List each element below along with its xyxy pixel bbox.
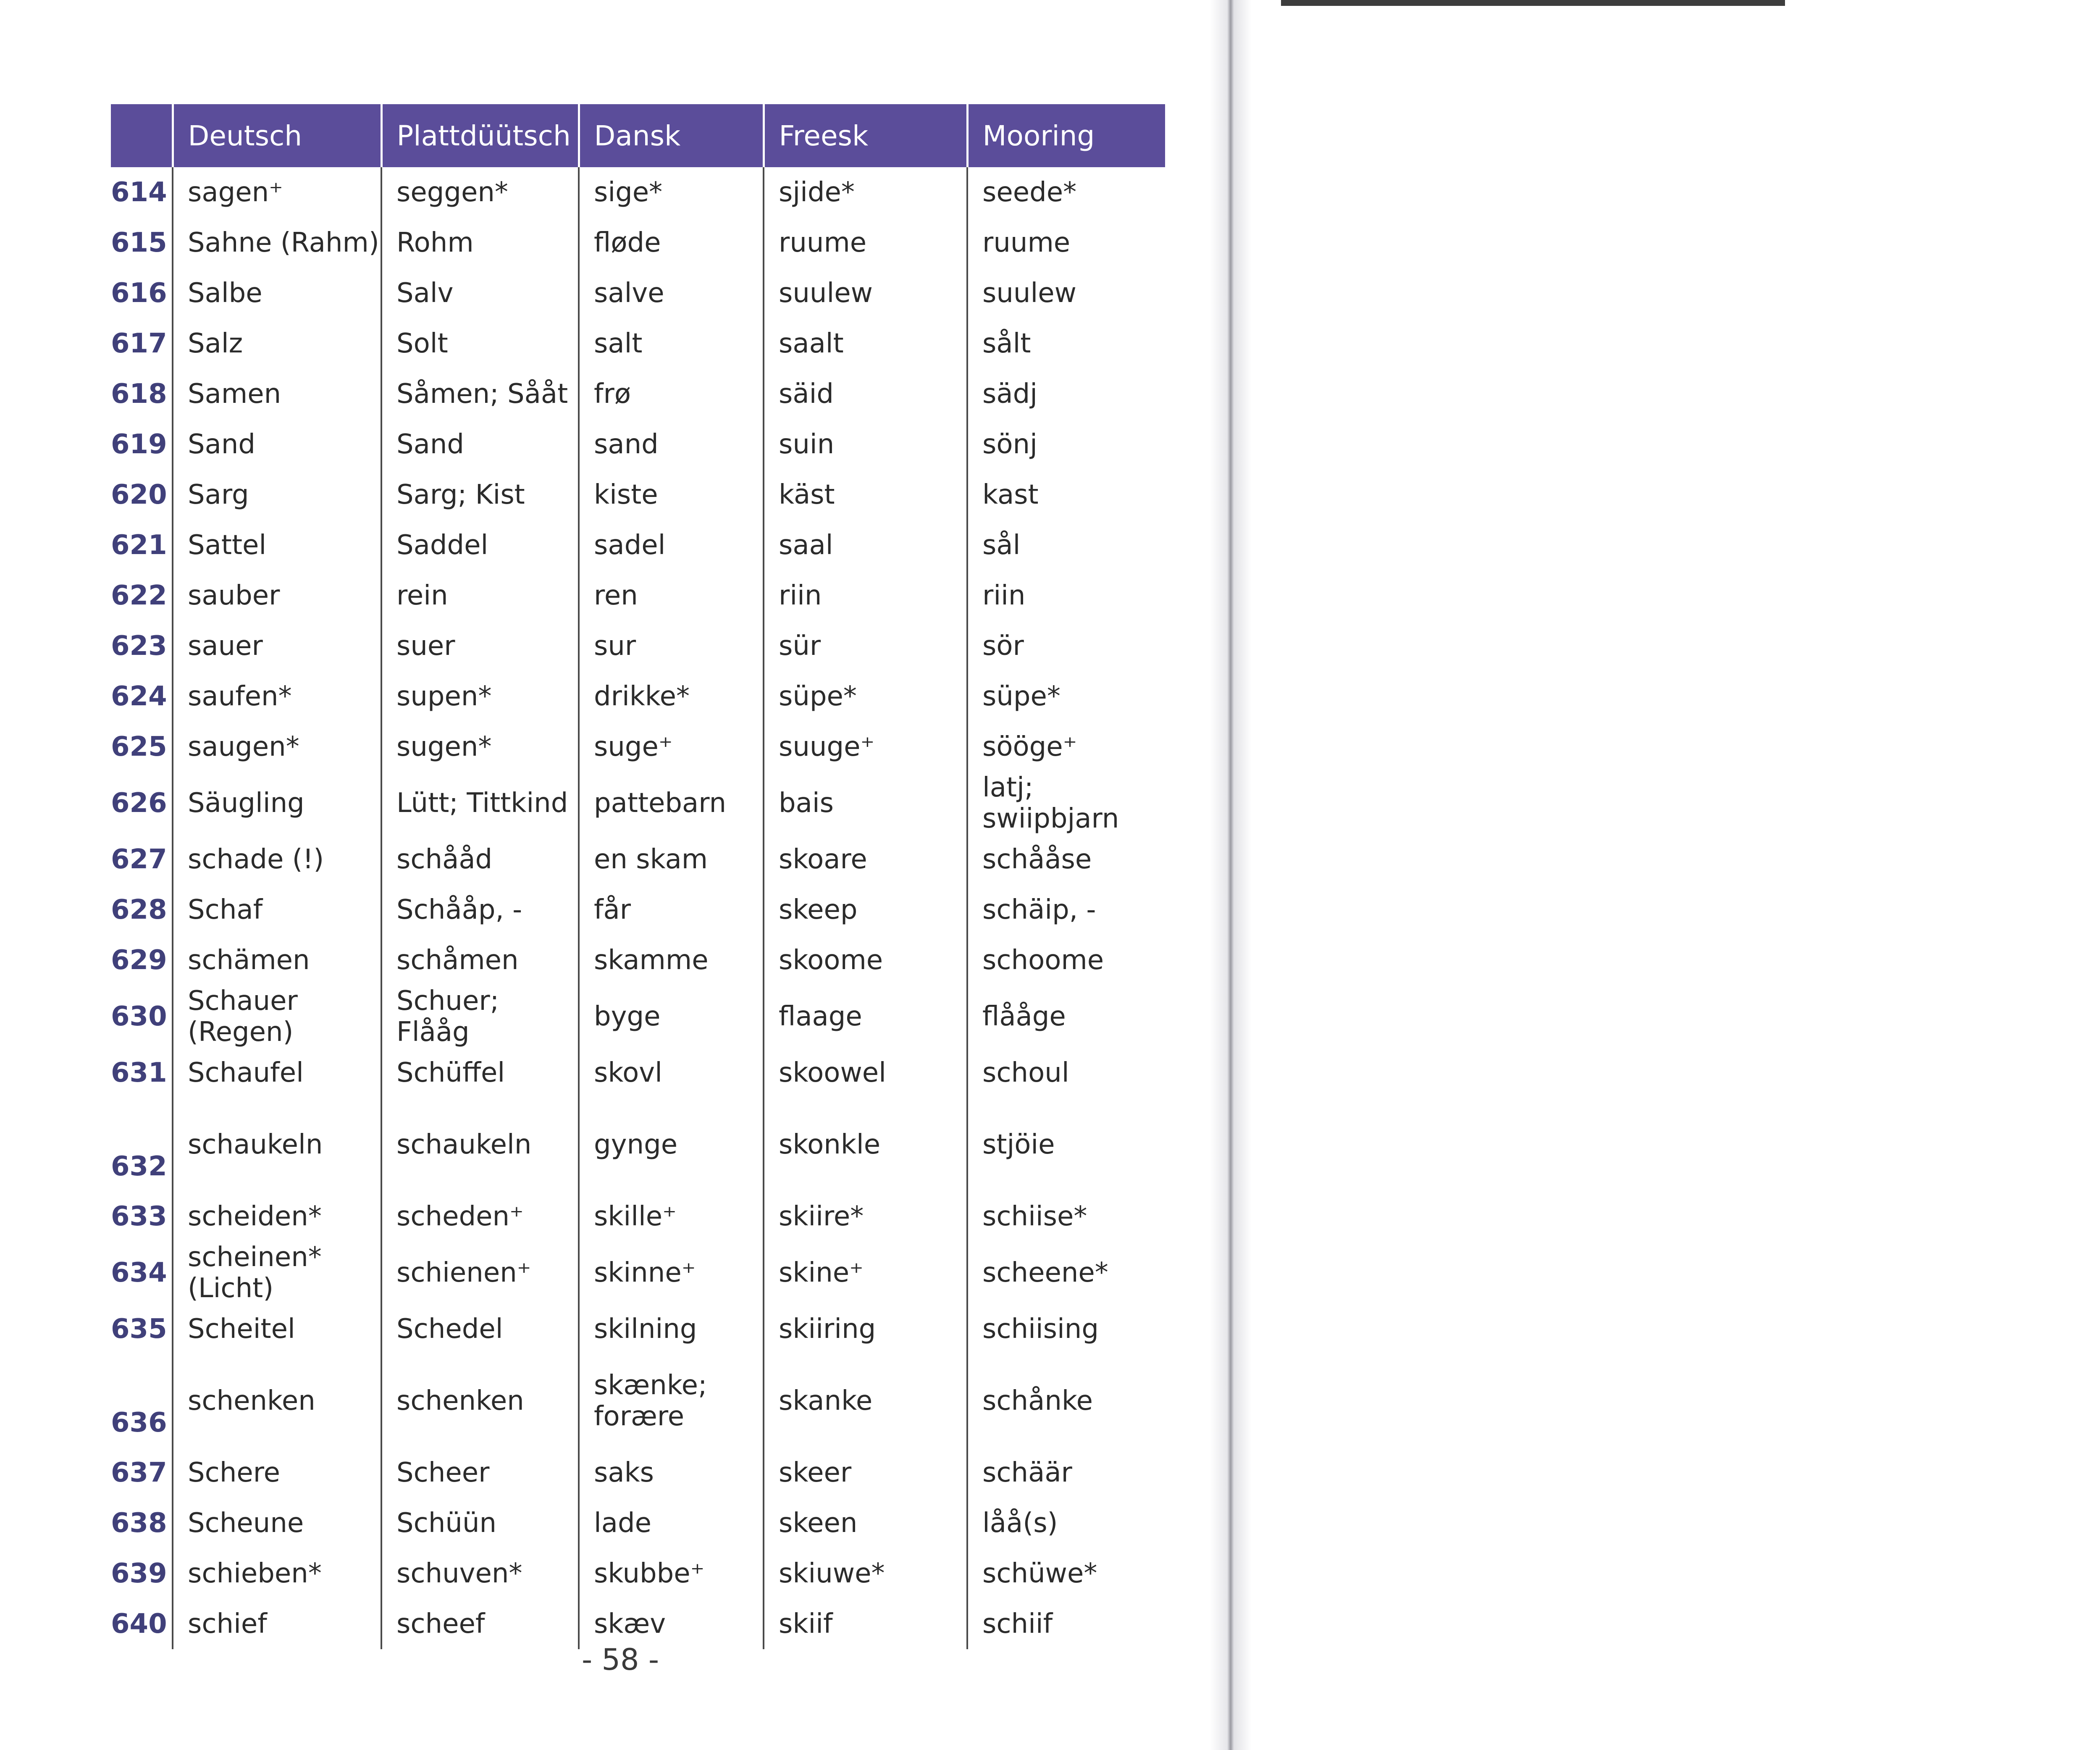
book-gutter [1210,0,1252,1750]
cell-mooring: süpe* [967,671,1165,722]
cell-freesk: skiire* [764,1191,967,1242]
cell-deutsch: sauer [173,621,381,671]
table-row [111,1191,1165,1242]
table-row [111,621,1165,671]
cell-plattduutsch: schienen⁺ [381,1242,579,1304]
cell-deutsch: Sarg [173,470,381,520]
cell-plattduutsch: supen* [381,671,579,722]
cell-freesk: skiuwe* [764,1548,967,1599]
cell-dansk: byge [579,985,764,1048]
cell-mooring: latj; swiipbjarn [967,772,1165,834]
cell-plattduutsch: suer [381,621,579,671]
cell-dansk: skænke; forære [579,1354,764,1448]
cell-freesk: skine⁺ [764,1242,967,1304]
cell-plattduutsch: schuven* [381,1548,579,1599]
cell-mooring: seede* [967,167,1165,218]
cell-freesk: flaage [764,985,967,1048]
row-number: 632 [111,1151,167,1182]
cell-dansk: pattebarn [579,772,764,834]
cell-dansk: salve [579,268,764,318]
header-dansk: Dansk [579,104,764,167]
cell-mooring: sööge⁺ [967,722,1165,772]
row-number: 630 [111,1001,167,1032]
cell-mooring: scheene* [967,1242,1165,1304]
row-number: 620 [111,479,167,510]
cell-freesk: skanke [764,1354,967,1448]
cell-dansk: skilning [579,1304,764,1354]
row-number: 638 [111,1508,167,1539]
row-number: 615 [111,227,167,258]
cell-mooring: schoul [967,1048,1165,1098]
cell-mooring: schånke [967,1354,1165,1448]
table-row [111,1242,1165,1304]
cell-plattduutsch: Rohm [381,218,579,268]
cell-deutsch: sauber [173,570,381,621]
cell-plattduutsch: Schedel [381,1304,579,1354]
cell-deutsch: schenken [173,1354,381,1448]
cell-mooring: suulew [967,268,1165,318]
cell-deutsch: Schere [173,1448,381,1498]
cell-freesk: sjide* [764,167,967,218]
header-mooring: Mooring [967,104,1165,167]
cell-dansk: drikke* [579,671,764,722]
cell-plattduutsch: schåmen [381,935,579,985]
table-row [111,1498,1165,1548]
cell-mooring: schååse [967,834,1165,885]
table-row [111,167,1165,218]
cell-mooring: schiise* [967,1191,1165,1242]
cell-plattduutsch: seggen* [381,167,579,218]
cell-dansk: fløde [579,218,764,268]
row-number: 627 [111,844,167,875]
cell-mooring: schoome [967,935,1165,985]
row-number: 633 [111,1201,167,1232]
table-row [111,671,1165,722]
cell-deutsch: Sahne (Rahm) [173,218,381,268]
cell-freesk: skeer [764,1448,967,1498]
cell-deutsch: Schaufel [173,1048,381,1098]
cell-plattduutsch: Schååp, - [381,885,579,935]
cell-mooring: kast [967,470,1165,520]
row-number: 624 [111,681,167,712]
row-number: 618 [111,378,167,410]
row-number: 621 [111,530,167,561]
cell-dansk: skovl [579,1048,764,1098]
row-number: 637 [111,1457,167,1488]
cell-dansk: skubbe⁺ [579,1548,764,1599]
row-number: 619 [111,429,167,460]
cell-dansk: sadel [579,520,764,570]
cell-freesk: skeep [764,885,967,935]
cell-dansk: lade [579,1498,764,1548]
cell-mooring: sör [967,621,1165,671]
row-number: 614 [111,177,167,208]
table-row [111,369,1165,419]
cell-plattduutsch: Saddel [381,520,579,570]
row-number: 634 [111,1257,167,1288]
table-row [111,1354,1165,1448]
cell-deutsch: Sattel [173,520,381,570]
cell-mooring: flååge [967,985,1165,1048]
cell-mooring: schäip, - [967,885,1165,935]
cell-dansk: får [579,885,764,935]
cell-deutsch: scheinen* (Licht) [173,1242,381,1304]
cell-plattduutsch: schååd [381,834,579,885]
cell-freesk: skiif [764,1599,967,1649]
table-row [111,1048,1165,1098]
cell-dansk: sand [579,419,764,470]
cell-plattduutsch: sugen* [381,722,579,772]
table-row [111,772,1165,834]
table-row [111,722,1165,772]
cell-deutsch: scheiden* [173,1191,381,1242]
table-row [111,885,1165,935]
table-row [111,985,1165,1048]
cell-dansk: saks [579,1448,764,1498]
page-number-left: - 58 - [582,1642,659,1677]
cell-freesk: skeen [764,1498,967,1548]
cell-freesk: saal [764,520,967,570]
cell-deutsch: Scheitel [173,1304,381,1354]
cell-freesk: riin [764,570,967,621]
cell-plattduutsch: Schüün [381,1498,579,1548]
cell-deutsch: saufen* [173,671,381,722]
row-number: 640 [111,1608,167,1640]
table-row [111,268,1165,318]
cell-plattduutsch: scheden⁺ [381,1191,579,1242]
cell-deutsch: Scheune [173,1498,381,1548]
cell-deutsch: Salbe [173,268,381,318]
table-row [111,1304,1165,1354]
table-row [111,1448,1165,1498]
cell-dansk: skille⁺ [579,1191,764,1242]
row-number: 616 [111,278,167,309]
cell-freesk: säid [764,369,967,419]
cell-mooring: schäär [967,1448,1165,1498]
table-row [111,1599,1165,1649]
cell-mooring: låå(s) [967,1498,1165,1548]
cell-freesk: ruume [764,218,967,268]
cell-plattduutsch: Salv [381,268,579,318]
cell-plattduutsch: Såmen; Sååt [381,369,579,419]
cell-deutsch: schaukeln [173,1098,381,1191]
cell-deutsch: Samen [173,369,381,419]
left-header-row [111,104,1165,167]
table-row [111,1098,1165,1191]
cell-plattduutsch: schaukeln [381,1098,579,1191]
row-number: 626 [111,788,167,819]
cell-dansk: salt [579,318,764,369]
cell-plattduutsch: Sarg; Kist [381,470,579,520]
cell-freesk: käst [764,470,967,520]
cell-dansk: frø [579,369,764,419]
row-number: 628 [111,894,167,925]
cell-freesk: skoowel [764,1048,967,1098]
cell-plattduutsch: rein [381,570,579,621]
cell-dansk: suge⁺ [579,722,764,772]
row-number: 617 [111,328,167,359]
cell-freesk: bais [764,772,967,834]
table-row [111,318,1165,369]
cell-freesk: suin [764,419,967,470]
cell-plattduutsch: Schuer; Flååg [381,985,579,1048]
row-number: 631 [111,1057,167,1088]
cell-plattduutsch: schenken [381,1354,579,1448]
cell-deutsch: schämen [173,935,381,985]
table-row [111,419,1165,470]
table-row [111,1548,1165,1599]
cell-deutsch: schade (!) [173,834,381,885]
cell-deutsch: Sand [173,419,381,470]
cell-plattduutsch: Schüffel [381,1048,579,1098]
cell-deutsch: schief [173,1599,381,1649]
cell-freesk: skiiring [764,1304,967,1354]
cell-freesk: skoare [764,834,967,885]
row-number: 625 [111,731,167,762]
cell-freesk: skonkle [764,1098,967,1191]
cell-dansk: sur [579,621,764,671]
cell-dansk: kiste [579,470,764,520]
table-row [111,570,1165,621]
table-row [111,520,1165,570]
table-row [111,470,1165,520]
cell-mooring: schiif [967,1599,1165,1649]
row-number: 622 [111,580,167,611]
row-number: 639 [111,1558,167,1589]
table-row [111,218,1165,268]
cell-deutsch: Salz [173,318,381,369]
cell-deutsch: saugen* [173,722,381,772]
cell-dansk: skinne⁺ [579,1242,764,1304]
header-plattduutsch: Plattdüütsch [381,104,579,167]
table-row [111,834,1165,885]
cell-dansk: sige* [579,167,764,218]
row-number: 636 [111,1407,167,1438]
row-number: 635 [111,1314,167,1345]
cell-freesk: suuge⁺ [764,722,967,772]
row-number: 629 [111,945,167,976]
cell-dansk: skæv [579,1599,764,1649]
header-freesk: Freesk [764,104,967,167]
right-page [1231,0,2100,1750]
cell-mooring: ruume [967,218,1165,268]
cell-freesk: süpe* [764,671,967,722]
cell-dansk: skamme [579,935,764,985]
row-number-header [111,104,173,167]
cell-freesk: suulew [764,268,967,318]
header-deutsch: Deutsch [173,104,381,167]
cell-dansk: gynge [579,1098,764,1191]
cell-deutsch: Säugling [173,772,381,834]
cell-plattduutsch: Solt [381,318,579,369]
cell-mooring: schiising [967,1304,1165,1354]
cell-freesk: saalt [764,318,967,369]
row-number: 623 [111,631,167,662]
cell-plattduutsch: scheef [381,1599,579,1649]
cell-dansk: en skam [579,834,764,885]
cell-mooring: sål [967,520,1165,570]
cell-mooring: sädj [967,369,1165,419]
table-row [111,935,1165,985]
cell-deutsch: schieben* [173,1548,381,1599]
cell-plattduutsch: Scheer [381,1448,579,1498]
cell-mooring: schüwe* [967,1548,1165,1599]
cell-deutsch: Schauer (Regen) [173,985,381,1048]
cell-dansk: ren [579,570,764,621]
cell-plattduutsch: Sand [381,419,579,470]
cell-deutsch: sagen⁺ [173,167,381,218]
cell-plattduutsch: Lütt; Tittkind [381,772,579,834]
cell-deutsch: Schaf [173,885,381,935]
left-vocab-table [111,104,1165,1649]
cell-mooring: riin [967,570,1165,621]
cell-mooring: sålt [967,318,1165,369]
cell-mooring: stjöie [967,1098,1165,1191]
cell-freesk: skoome [764,935,967,985]
cell-mooring: sönj [967,419,1165,470]
cell-freesk: sür [764,621,967,671]
scan-edge-strip [1281,0,1785,6]
